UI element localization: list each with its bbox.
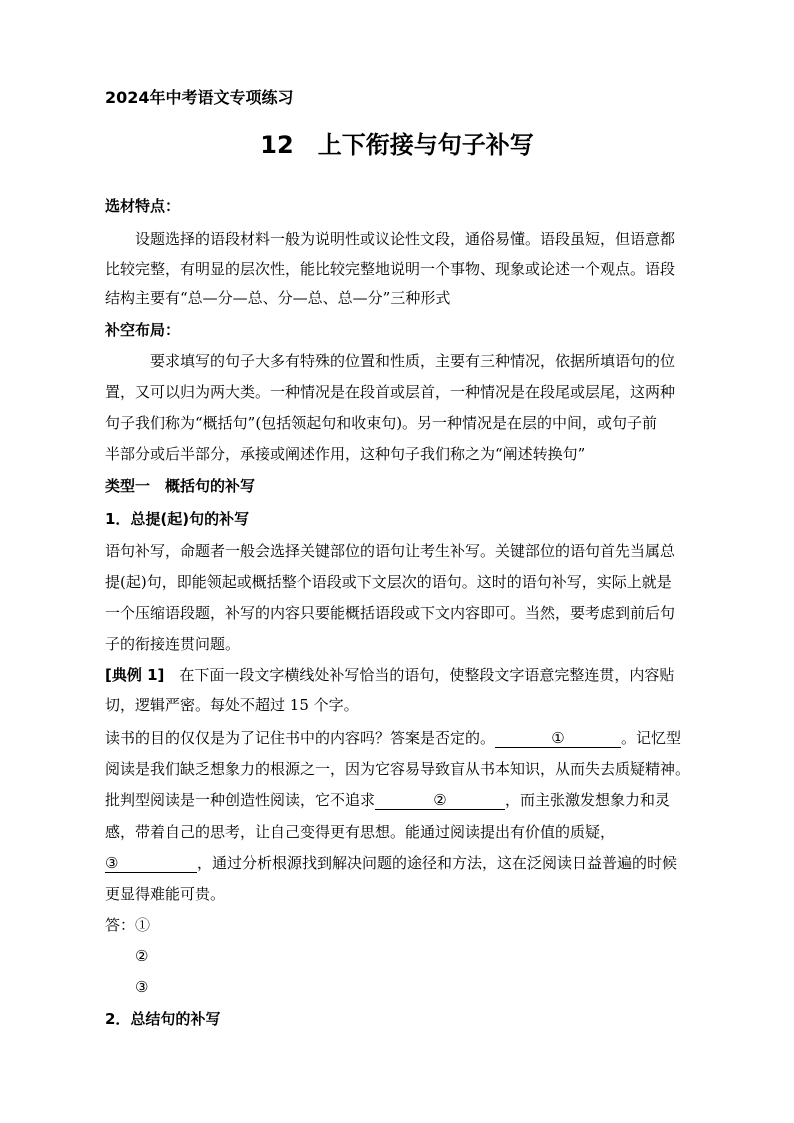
sub1-line-2: 提(起)句，即能领起或概括整个语段或下文层次的语句。这时的语句补写，实际上就是 bbox=[105, 573, 672, 591]
layout-label: 补空布局： bbox=[105, 321, 181, 339]
blank-3[interactable]: ③ bbox=[105, 854, 197, 873]
example-line-2: 切，逻辑严密。每处不超过 15 个字。 bbox=[105, 696, 359, 714]
blank-2[interactable]: ② bbox=[375, 791, 505, 810]
sub1-line-1: 语句补写，命题者一般会选择关键部位的语句让考生补写。关键部位的语句首先当属总 bbox=[105, 542, 676, 560]
doc-subtitle: 2024年中考语文专项练习 bbox=[105, 88, 294, 107]
layout-line-3: 句子我们称为“概括句”(包括领起句和收束句)。另一种情况是在层的中间，或句子前 bbox=[105, 414, 658, 432]
passage-line-4: 感，带着自己的思考，让自己变得更有思想。能通过阅读提出有价值的质疑， bbox=[105, 823, 616, 841]
passage-line-2: 阅读是我们缺乏想象力的根源之一，因为它容易导致盲从书本知识，从而失去质疑精神。 bbox=[105, 760, 691, 778]
passage-line-3: 批判型阅读是一种创造性阅读，它不追求 ② ，而主张激发想象力和灵 bbox=[105, 791, 671, 809]
layout-line-2: 置，又可以归为两大类。一种情况是在段首或层首，一种情况是在段尾或层尾，这两种 bbox=[105, 383, 676, 401]
layout-line-1: 要求填写的句子大多有特殊的位置和性质，主要有三种情况，依据所填语句的位 bbox=[150, 352, 676, 370]
layout-line-4: 半部分或后半部分，承接或阐述作用，这种句子我们称之为“阐述转换句” bbox=[105, 445, 586, 463]
features-line-1: 设题选择的语段材料一般为说明性或议论性文段，通俗易懂。语段虽短，但语意都 bbox=[135, 230, 676, 248]
example-line-1 bbox=[105, 665, 705, 685]
features-line-3: 结构主要有“总—分—总、分—总、总—分”三种形式 bbox=[105, 289, 451, 307]
blank-1[interactable]: ① bbox=[495, 729, 621, 748]
passage-line-5: ③ ，通过分析根源找到解决问题的途径和方法，这在泛阅读日益普遍的时候 bbox=[105, 854, 678, 872]
sub1-heading: 1．总提(起)句的补写 bbox=[105, 510, 250, 528]
passage-line-1: 读书的目的仅仅是为了记住书中的内容吗？答案是否定的。 ① 。记忆型 bbox=[105, 729, 682, 747]
features-label: 选材特点： bbox=[105, 197, 181, 215]
sub1-line-3: 一个压缩语段题，补写的内容只要能概括语段或下文内容即可。当然，要考虑到前后句 bbox=[105, 604, 676, 622]
sub2-heading: 2．总结句的补写 bbox=[105, 1010, 221, 1028]
passage-line-6: 更显得难能可贵。 bbox=[105, 885, 226, 903]
sub1-line-4: 子的衔接连贯问题。 bbox=[105, 635, 241, 653]
answer-line-3: ③ bbox=[135, 978, 149, 996]
example-instruction: 在下面一段文字横线处补写恰当的语句，使整段文字语意完整连贯，内容贴 bbox=[164, 666, 675, 684]
page-title: 12 上下衔接与句子补写 bbox=[260, 131, 534, 159]
answer-line-1: 答：① bbox=[105, 916, 151, 934]
answer-line-2: ② bbox=[135, 947, 149, 965]
features-line-2: 比较完整，有明显的层次性，能比较完整地说明一个事物、现象或论述一个观点。语段 bbox=[105, 260, 676, 278]
example-tag: [典例 1] bbox=[105, 666, 165, 684]
type1-heading: 类型一 概括句的补写 bbox=[105, 477, 256, 495]
